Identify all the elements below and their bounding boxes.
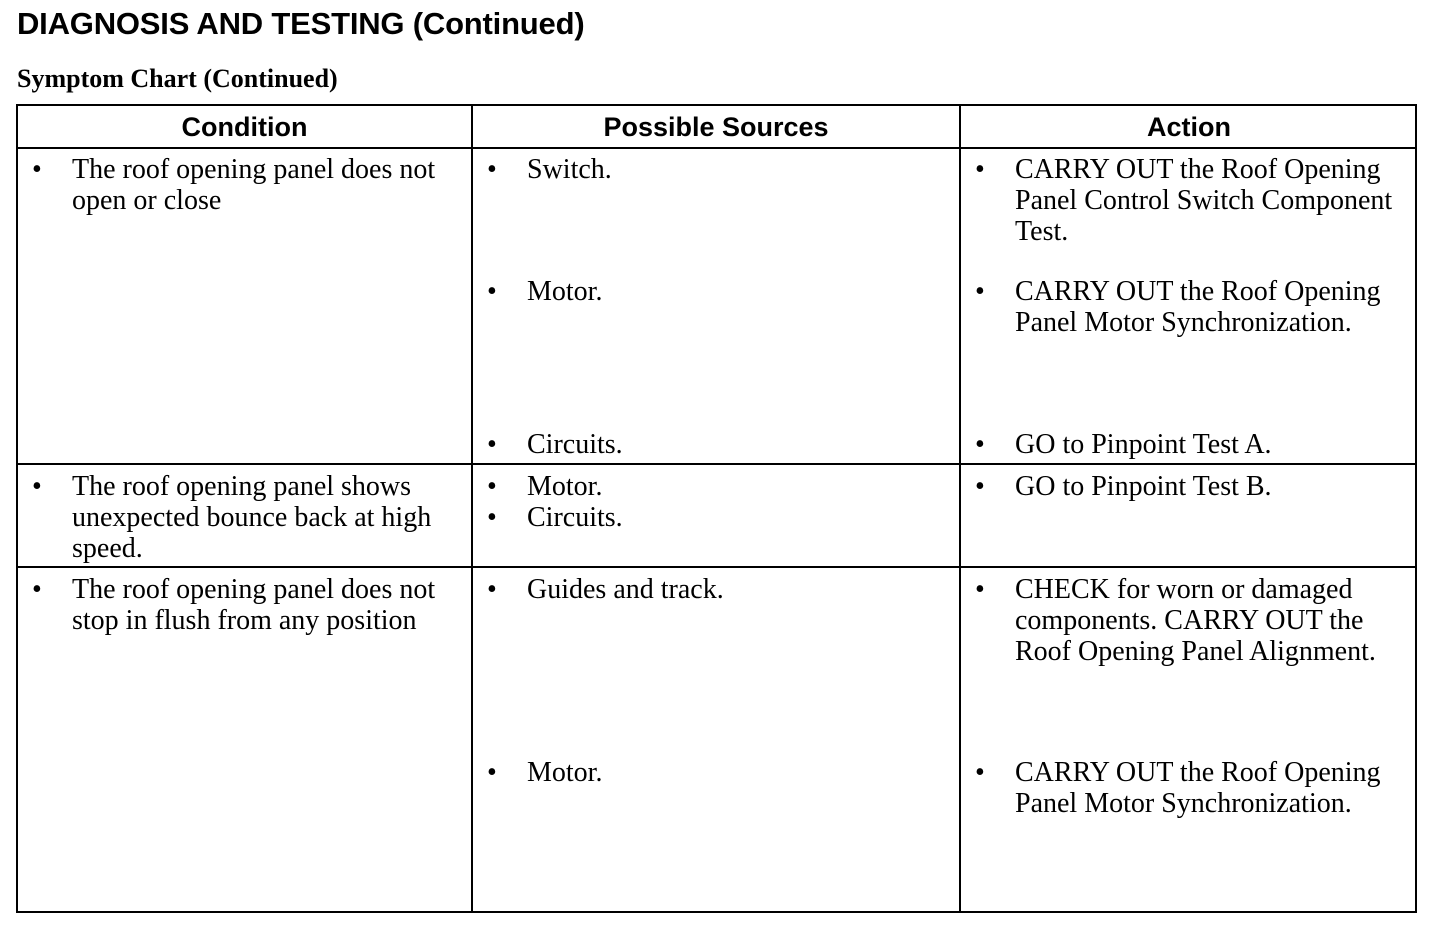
- bullet: •: [487, 502, 497, 533]
- condition-entry: [32, 574, 462, 636]
- action-entry: [975, 471, 1400, 502]
- source-entry: [487, 757, 947, 788]
- action-text: CARRY OUT the Roof Opening Panel Motor Synchronization.: [1015, 276, 1381, 338]
- column-divider: [959, 106, 961, 911]
- bullet: •: [32, 471, 42, 502]
- source-text: Circuits.: [527, 502, 623, 533]
- action-text: GO to Pinpoint Test B.: [1015, 471, 1272, 502]
- source-text: Circuits.: [527, 429, 623, 460]
- column-divider: [471, 106, 473, 911]
- action-text: CARRY OUT the Roof Opening Panel Motor Synchronization.: [1015, 757, 1381, 819]
- bullet: •: [32, 154, 42, 185]
- action-entry: [975, 276, 1400, 338]
- bullet: •: [487, 471, 497, 502]
- source-entry: [487, 154, 947, 185]
- condition-text: The roof opening panel shows unexpected bounce back at high speed.: [72, 471, 432, 564]
- condition-entry: [32, 154, 462, 216]
- bullet: •: [487, 276, 497, 307]
- source-entry: [487, 429, 947, 460]
- source-entry: [487, 574, 947, 605]
- page-title: DIAGNOSIS AND TESTING (Continued): [17, 6, 585, 41]
- source-entry: [487, 471, 947, 502]
- bullet: •: [487, 574, 497, 605]
- source-text: Motor.: [527, 276, 603, 307]
- bullet: •: [975, 154, 985, 185]
- bullet: •: [487, 429, 497, 460]
- condition-entry: [32, 471, 462, 564]
- bullet: •: [975, 471, 985, 502]
- condition-text: The roof opening panel does not open or close: [72, 154, 436, 216]
- action-entry: [975, 154, 1400, 247]
- source-text: Motor.: [527, 757, 603, 788]
- header-action: Action: [1147, 112, 1231, 142]
- section-title: Symptom Chart (Continued): [17, 64, 338, 93]
- condition-text: The roof opening panel does not stop in flush from any position: [72, 574, 436, 636]
- bullet: •: [975, 276, 985, 307]
- bullet: •: [487, 154, 497, 185]
- source-entry: [487, 276, 947, 307]
- action-text: CHECK for worn or damaged components. CARRY OUT the Roof Opening Panel Alignment.: [1015, 574, 1376, 667]
- bullet: •: [975, 757, 985, 788]
- row-divider: [18, 463, 1415, 465]
- row-divider: [18, 566, 1415, 568]
- bullet: •: [32, 574, 42, 605]
- action-entry: [975, 757, 1400, 819]
- bullet: •: [975, 429, 985, 460]
- header-condition: Condition: [181, 112, 308, 142]
- header-possible-sources: Possible Sources: [603, 112, 829, 142]
- bullet: •: [487, 757, 497, 788]
- source-entry: [487, 502, 947, 533]
- source-text: Switch.: [527, 154, 612, 185]
- source-text: Guides and track.: [527, 574, 724, 605]
- bullet: •: [975, 574, 985, 605]
- source-text: Motor.: [527, 471, 603, 502]
- symptom-chart-table: [16, 104, 1417, 913]
- action-text: GO to Pinpoint Test A.: [1015, 429, 1272, 460]
- action-text: CARRY OUT the Roof Opening Panel Control Switch Component Test.: [1015, 154, 1393, 247]
- action-entry: [975, 429, 1400, 460]
- action-entry: [975, 574, 1400, 667]
